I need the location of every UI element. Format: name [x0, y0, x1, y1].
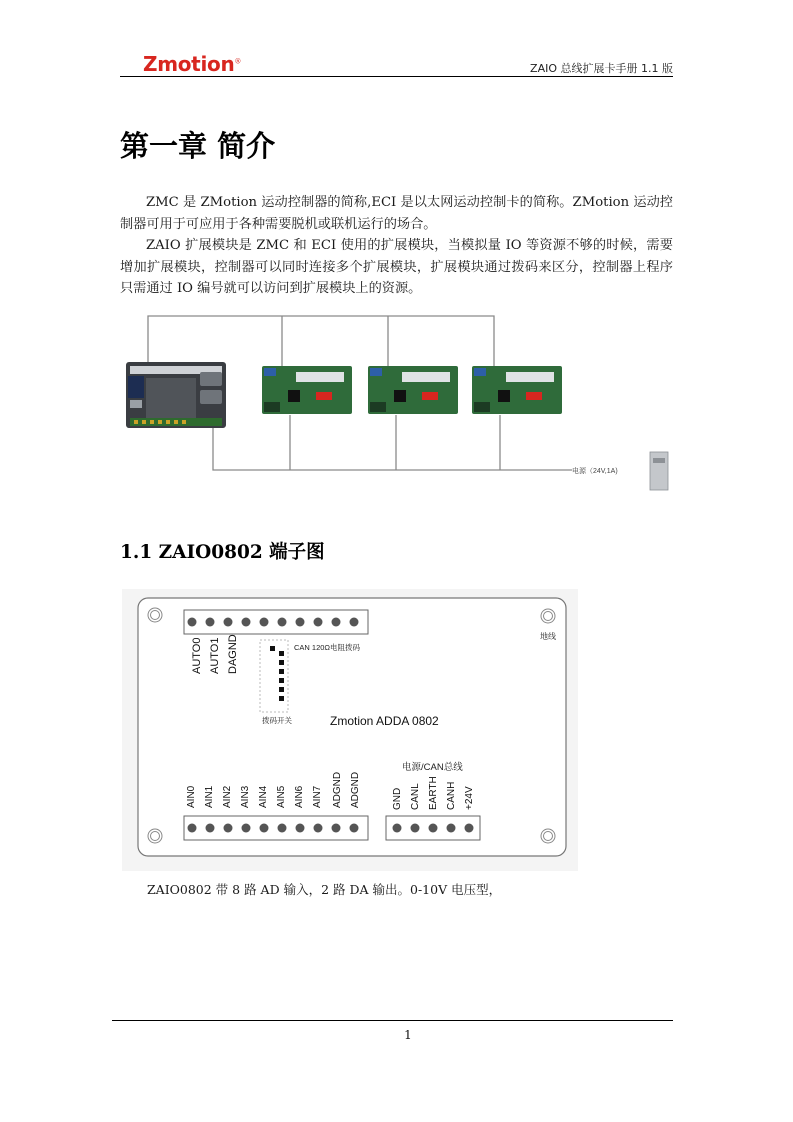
- expansion-module-2: [368, 366, 458, 414]
- terminal-label-canl: CANL: [410, 783, 421, 810]
- intro-paragraph-2: ZAIO 扩展模块是 ZMC 和 ECI 使用的扩展模块，当模拟量 IO 等资源不够的时候，需要增加扩展模块，控制器可以同时连接多个扩展模块，扩展模块通过拨码来区分，控制器上程序只需通过 IO 编号就可以访问到扩展模块上的资源。: [120, 238, 673, 296]
- registered-mark: ®: [234, 57, 242, 66]
- terminal-label-ain1: AIN1: [204, 785, 215, 808]
- board-name: Zmotion ADDA 0802: [330, 714, 439, 728]
- terminal-label-dagnd: DAGND: [227, 634, 239, 674]
- logo-text: Zmotion: [143, 52, 235, 76]
- document-header-title: ZAIO 总线扩展卡手册 1.1 版: [530, 62, 673, 75]
- terminal-label-adgnd-1: ADGND: [332, 771, 343, 808]
- chapter-title: 第一章 简介: [120, 129, 276, 163]
- terminal-diagram: [120, 588, 580, 873]
- diagram-caption: ZAIO0802 带 8 路 AD 输入，2 路 DA 输出。0-10V 电压型，: [147, 882, 502, 897]
- system-connection-diagram: [120, 310, 680, 500]
- ground-label: 地线: [540, 632, 556, 641]
- ad-input-terminal-block: [184, 816, 368, 840]
- power-can-bus-label: 电源/CAN总线: [402, 762, 463, 773]
- terminal-label-ain3: AIN3: [240, 785, 251, 808]
- header-rule: [120, 76, 673, 77]
- terminal-label-ain0: AIN0: [186, 785, 197, 808]
- terminal-label-adgnd-2: ADGND: [350, 771, 361, 808]
- page-number: 1: [404, 1028, 412, 1042]
- controller-device: [126, 362, 226, 428]
- power-supply-label: 电源（24V,1A): [572, 468, 618, 475]
- terminal-label-earth: EARTH: [428, 776, 439, 810]
- terminal-label-ain4: AIN4: [258, 785, 269, 808]
- terminal-label-ain7: AIN7: [312, 785, 323, 808]
- power-supply-unit: [650, 452, 668, 490]
- terminal-label-canh: CANH: [446, 781, 457, 810]
- terminal-label-ain2: AIN2: [222, 785, 233, 808]
- dip-switch: [260, 640, 288, 712]
- top-terminal-block: [184, 610, 368, 634]
- terminal-label-ain5: AIN5: [276, 785, 287, 808]
- footer-rule: [112, 1020, 673, 1021]
- terminal-label-24v: +24V: [464, 786, 475, 810]
- can-resistor-label: CAN 120Ω电阻拨码: [294, 643, 361, 652]
- power-can-terminal-block: [386, 816, 480, 840]
- zmotion-logo: [143, 52, 241, 76]
- terminal-label-auto0: AUTO0: [191, 637, 203, 674]
- intro-paragraph-1: ZMC 是 ZMotion 运动控制器的简称,ECI 是以太网运动控制卡的简称。ZMotion 运动控制器可用于可应用于各种需要脱机或联机运行的场合。: [120, 195, 673, 232]
- expansion-module-3: [472, 366, 562, 414]
- terminal-label-ain6: AIN6: [294, 785, 305, 808]
- dip-switch-label: 拨码开关: [262, 716, 292, 725]
- terminal-label-auto1: AUTO1: [209, 637, 221, 674]
- section-title: 1.1 ZAIO0802 端子图: [120, 542, 325, 563]
- terminal-label-gnd: GND: [392, 787, 403, 810]
- expansion-module-1: [262, 366, 352, 414]
